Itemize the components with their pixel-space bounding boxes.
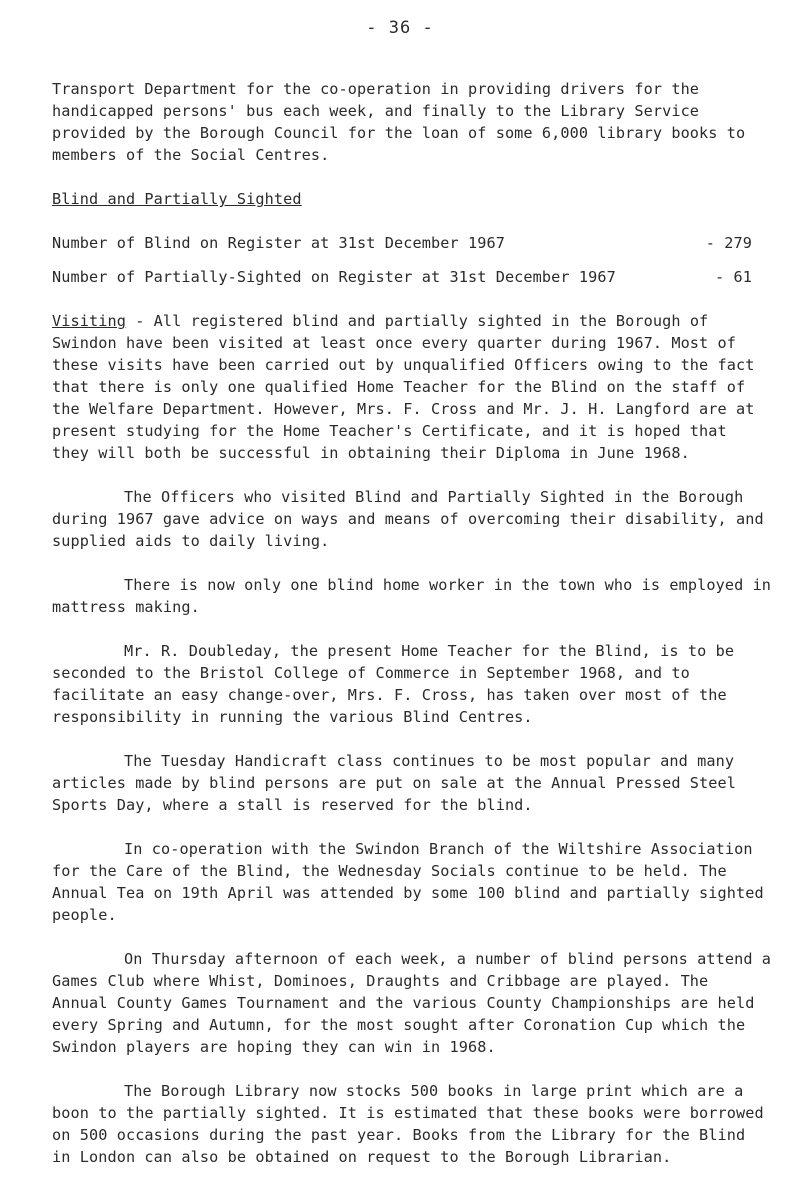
stat-row-blind xyxy=(52,232,752,254)
paragraph: On Thursday afternoon of each week, a number of blind persons attend a Games Club where Whist, Dominoes, Draughts and Cribbage are played. The Annual County Games Tournament and the various County Championships are held every Spring and Autumn, for the most sought after Coronation Cup which the Swindon players are hoping they can win in 1968. xyxy=(52,950,772,1056)
visiting-label: Visiting xyxy=(52,312,126,330)
stat-label: Number of Partially-Sighted on Register at 31st December 1967 xyxy=(52,268,616,286)
stat-value: - 279 xyxy=(705,234,752,252)
stat-value: - 61 xyxy=(715,268,752,286)
stat-label: Number of Blind on Register at 31st December 1967 xyxy=(52,234,505,252)
paragraph: There is now only one blind home worker in the town who is employed in mattress making. xyxy=(52,576,772,616)
paragraph: In co-operation with the Swindon Branch of the Wiltshire Association for the Care of the Blind, the Wednesday Socials continue to be held. The Annual Tea on 19th April was attended by some 100 blind and partially sighted people. xyxy=(52,840,764,924)
paragraph: The Borough Library now stocks 500 books in large print which are a boon to the partially sighted. It is estimated that these books were borrowed on 500 occasions during the past year. Books from the Library for the Blind in London can also be obtained on request to the Borough Librarian. xyxy=(52,1082,764,1166)
paragraph: The Officers who visited Blind and Partially Sighted in the Borough during 1967 gave advice on ways and means of overcoming their disability, and supplied aids to daily living. xyxy=(52,488,764,550)
document-body xyxy=(52,78,772,1190)
visiting-paragraph xyxy=(52,310,772,464)
visiting-text: - All registered blind and partially sighted in the Borough of Swindon have been visited at least once every quarter during 1967. Most of these visits have been carried out by unqualified Officers owing to the fact that there is only one qualified Home Teacher for the Blind on the staff of the Welfare Department. However, Mrs. F. Cross and Mr. J. H. Langford are at present studying for the Home Teacher's Certificate, and it is hoped that they will both be successful in obtaining their Diploma in June 1968. xyxy=(52,312,755,462)
paragraph: The Tuesday Handicraft class continues to be most popular and many articles made by blind persons are put on sale at the Annual Pressed Steel Sports Day, where a stall is reserved for the blind. xyxy=(52,752,737,814)
intro-paragraph: Transport Department for the co-operation in providing drivers for the handicapped persons' bus each week, and finally to the Library Service provided by the Borough Council for the loan of some 6,000 library books to members of the Social Centres. xyxy=(52,80,746,164)
section-heading: Blind and Partially Sighted xyxy=(52,190,302,208)
page-number: - 36 - xyxy=(366,18,434,38)
paragraph: Mr. R. Doubleday, the present Home Teacher for the Blind, is to be seconded to the Bristol College of Commerce in September 1968, and to facilitate an easy change-over, Mrs. F. Cross, has taken over most of the responsibility in running the various Blind Centres. xyxy=(52,642,735,726)
stat-row-partially-sighted xyxy=(52,266,752,288)
